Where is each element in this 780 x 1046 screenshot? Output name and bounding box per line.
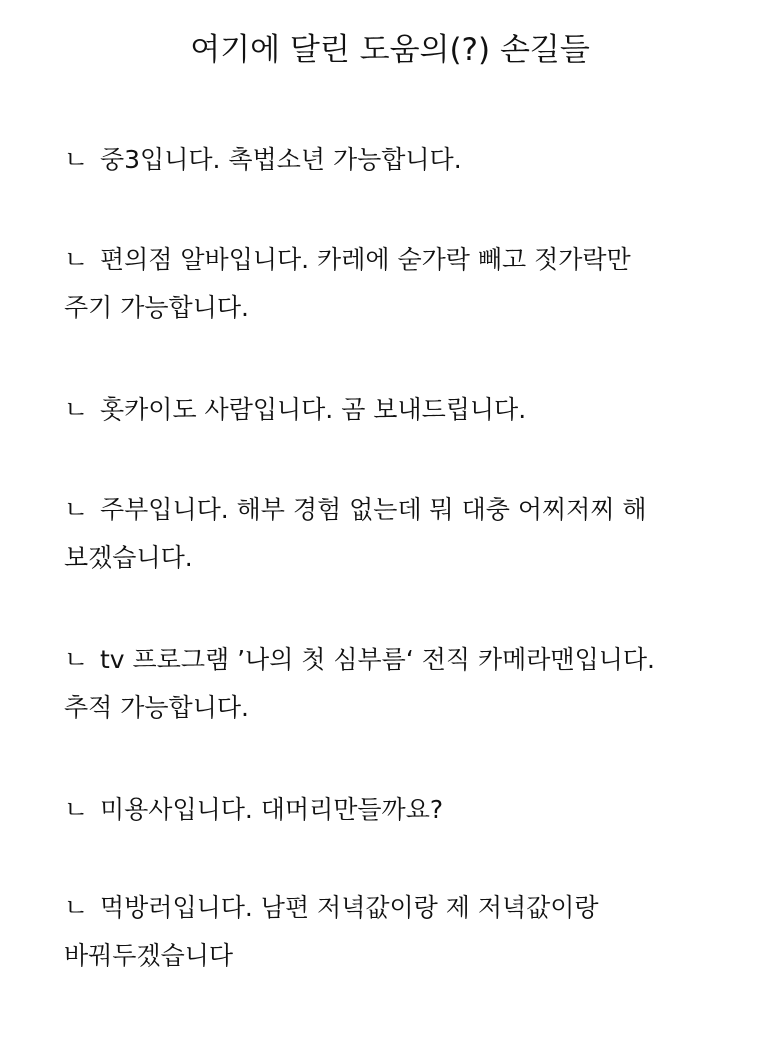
reply-marker: ㄴ bbox=[64, 495, 89, 524]
reply-marker: ㄴ bbox=[64, 245, 89, 274]
reply-marker: ㄴ bbox=[64, 395, 89, 424]
comment-item bbox=[64, 136, 744, 184]
comment-line-continued: 보겠습니다. bbox=[64, 543, 193, 572]
comment-text: 주부입니다. 해부 경험 없는데 뭐 대충 어찌저찌 해 bbox=[100, 495, 647, 524]
comment-item bbox=[64, 786, 744, 834]
comment-line-continued: 추적 가능합니다. bbox=[64, 693, 249, 722]
comment-line bbox=[64, 136, 744, 184]
comment-item bbox=[64, 386, 744, 434]
comment-text: 편의점 알바입니다. 카레에 숟가락 빼고 젓가락만 bbox=[100, 245, 631, 274]
comment-item bbox=[64, 636, 744, 732]
comment-line-continued: 주기 가능합니다. bbox=[64, 293, 249, 322]
comment-line bbox=[64, 236, 744, 284]
comment-item bbox=[64, 486, 744, 582]
comment-text: 홋카이도 사람입니다. 곰 보내드립니다. bbox=[100, 395, 527, 424]
reply-marker: ㄴ bbox=[64, 893, 89, 922]
comment-text: 미용사입니다. 대머리만들까요? bbox=[100, 795, 444, 824]
reply-marker: ㄴ bbox=[64, 795, 89, 824]
comment-line bbox=[64, 884, 744, 932]
comment-line bbox=[64, 386, 744, 434]
comment-line bbox=[64, 786, 744, 834]
comment-text: 중3입니다. 촉법소년 가능합니다. bbox=[100, 145, 462, 174]
comment-text: 먹방러입니다. 남편 저녁값이랑 제 저녁값이랑 bbox=[100, 893, 599, 922]
comment-item bbox=[64, 884, 744, 980]
reply-marker: ㄴ bbox=[64, 645, 89, 674]
comment-text: tv 프로그램 ’나의 첫 심부름‘ 전직 카메라맨입니다. bbox=[100, 645, 655, 674]
comment-item bbox=[64, 236, 744, 332]
comment-line bbox=[64, 636, 744, 684]
comment-line-continued: 바꿔두겠습니다 bbox=[64, 941, 234, 970]
comment-line bbox=[64, 486, 744, 534]
post-title: 여기에 달린 도움의(?) 손길들 bbox=[190, 32, 590, 68]
reply-marker: ㄴ bbox=[64, 145, 89, 174]
